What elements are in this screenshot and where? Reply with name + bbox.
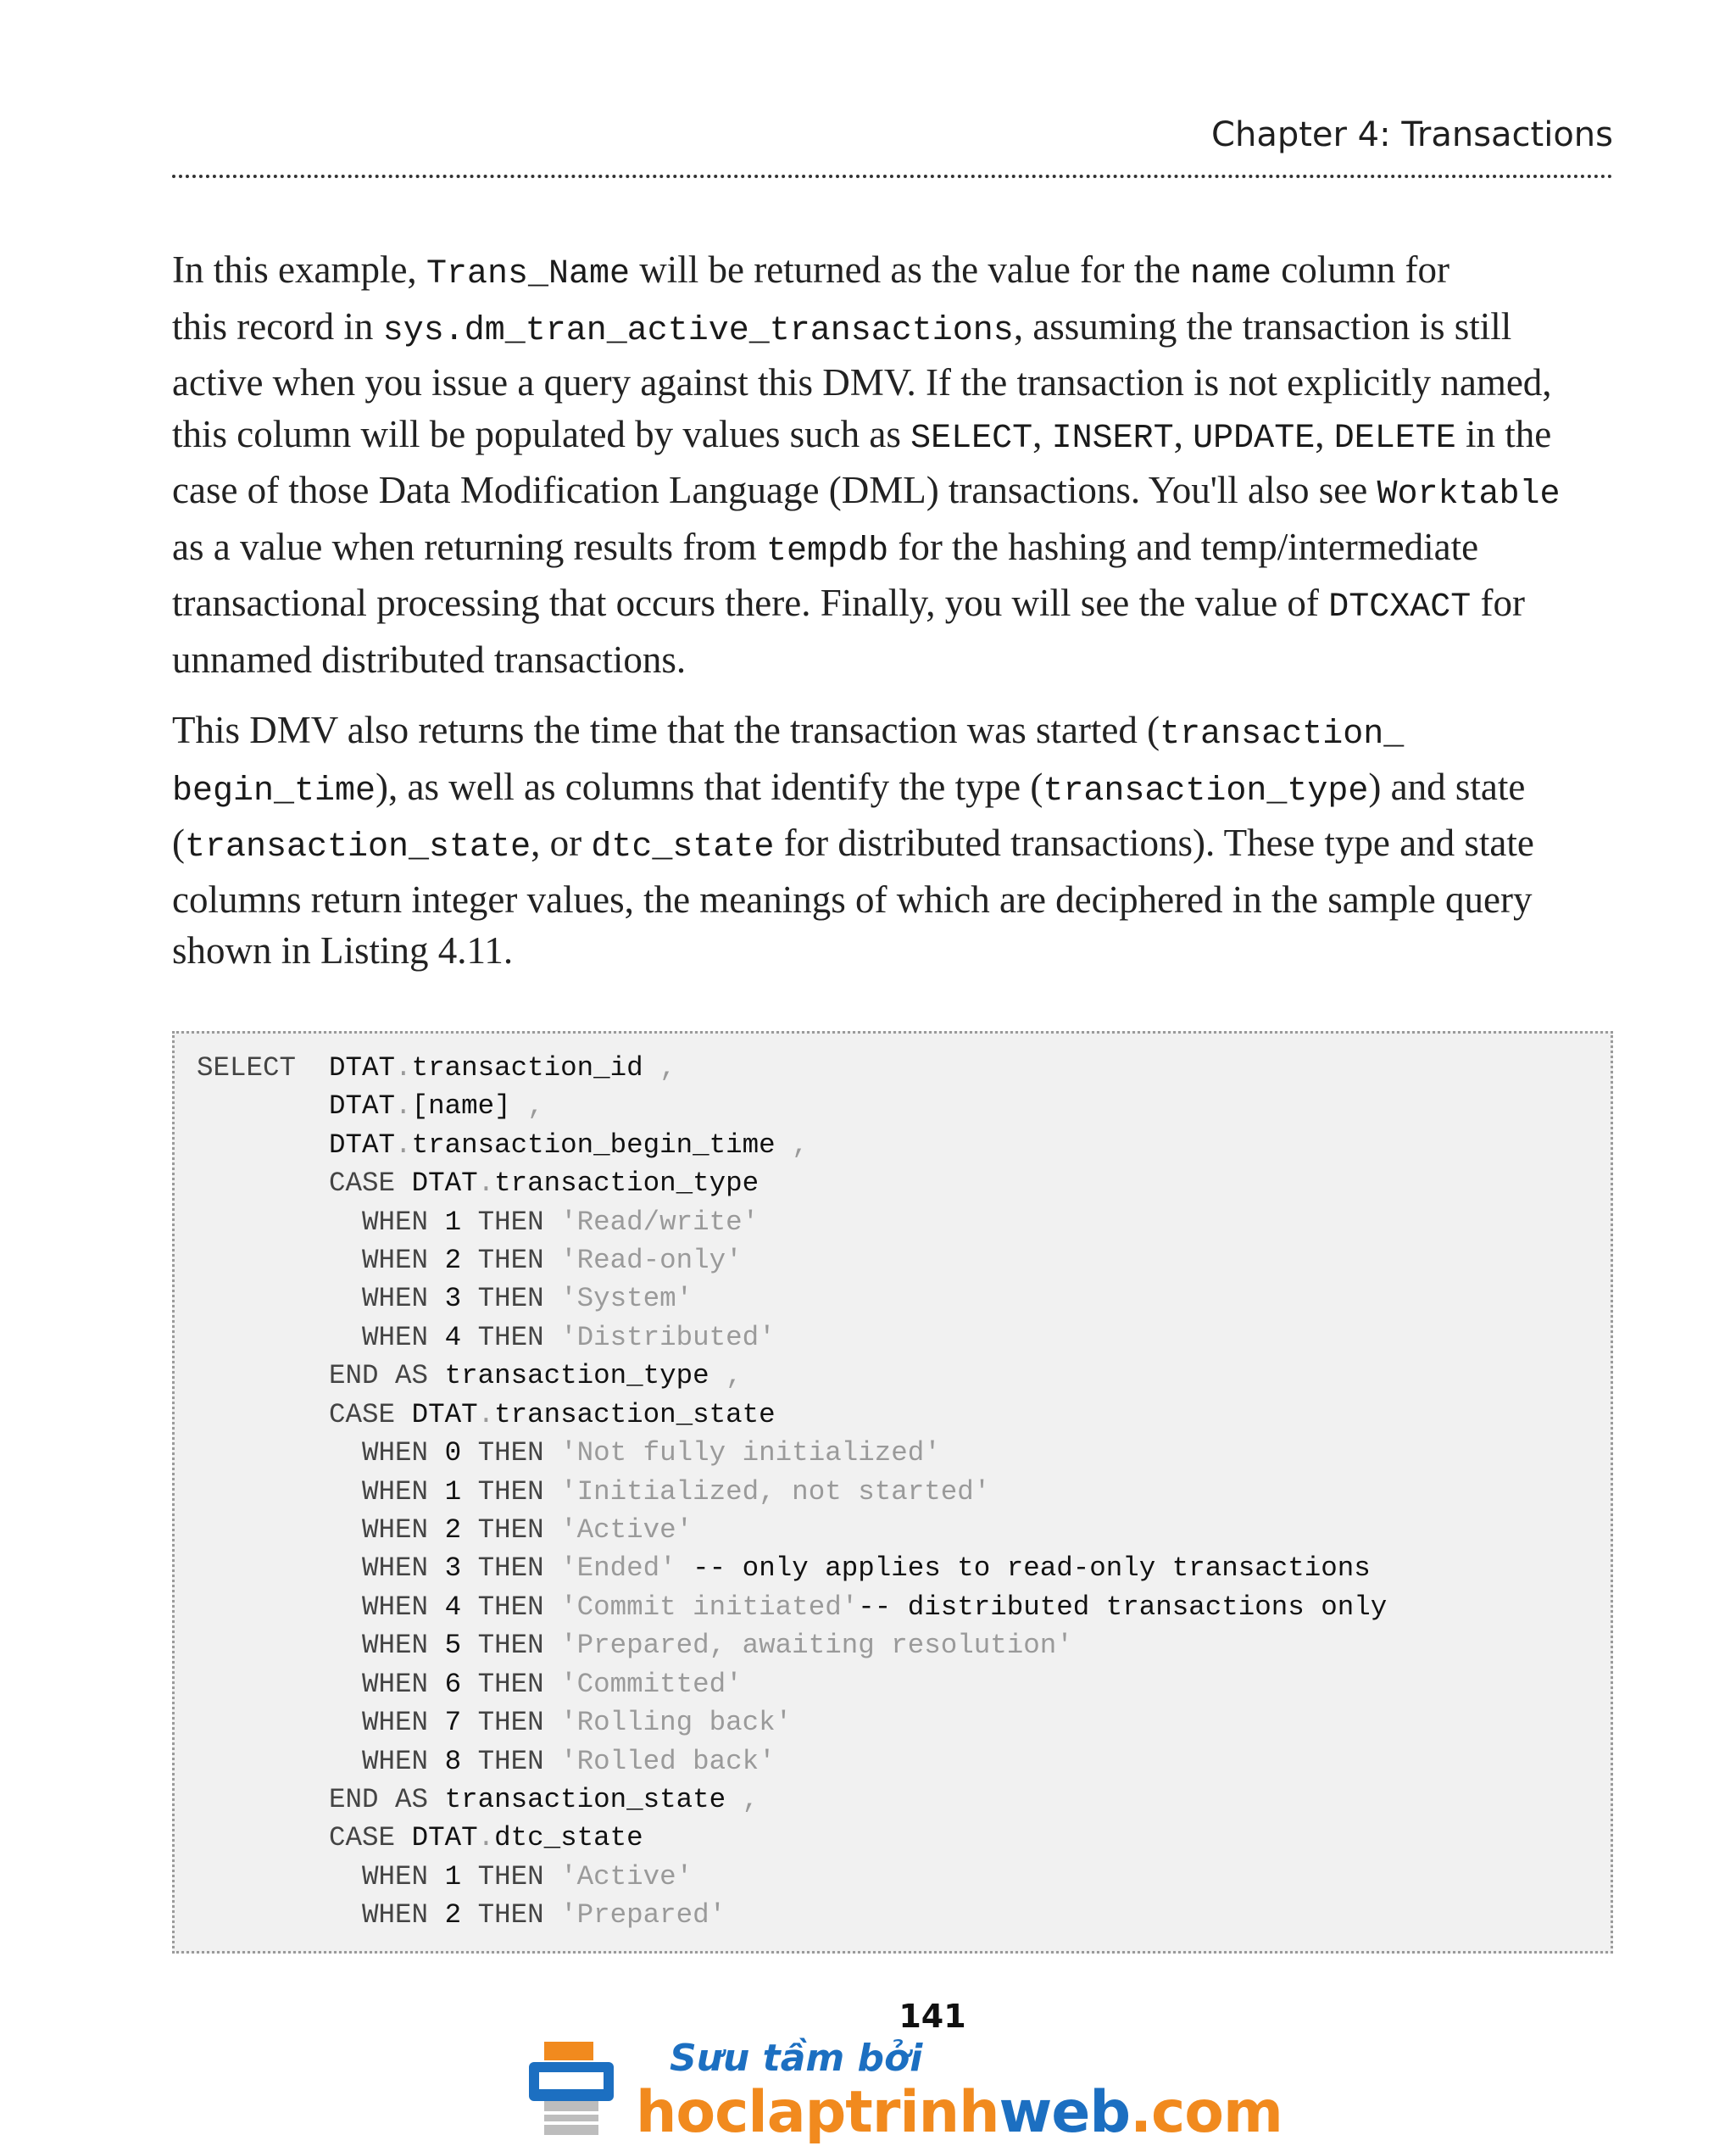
- code-line: WHEN 2 THEN 'Active': [362, 1514, 693, 1546]
- paragraph-1: [172, 244, 1630, 685]
- printer-icon: [526, 2038, 627, 2142]
- paragraph-2: [172, 705, 1630, 977]
- code-line: END AS transaction_type ,: [329, 1360, 743, 1391]
- code-line: WHEN 8 THEN 'Rolled back': [362, 1746, 776, 1777]
- para2-line: columns return integer values, the meanings of which are deciphered in the sample query: [172, 878, 1533, 921]
- chapter-header: Chapter 4: Transactions: [1211, 115, 1613, 154]
- para2-line: shown in Listing 4.11.: [172, 929, 514, 972]
- watermark-line1: Sưu tầm bởi: [670, 2037, 923, 2080]
- para1-line: active when you issue a query against this DMV. If the transaction is not explicitly named,: [172, 361, 1552, 404]
- code-line: CASE DTAT.dtc_state: [329, 1822, 643, 1853]
- code-line: WHEN 1 THEN 'Active': [362, 1861, 693, 1892]
- para2-line: begin_time), as well as columns that identify the type (transaction_type) and state: [172, 765, 1526, 811]
- para1-line: this column will be populated by values such as SELECT, INSERT, UPDATE, DELETE in the: [172, 412, 1552, 458]
- code-line: CASE DTAT.transaction_type: [329, 1168, 760, 1199]
- code-line: CASE DTAT.transaction_state: [329, 1399, 776, 1430]
- para1-line: unnamed distributed transactions.: [172, 638, 687, 681]
- code-line: WHEN 2 THEN 'Read-only': [362, 1245, 743, 1276]
- para2-line: This DMV also returns the time that the transaction was started (transaction_: [172, 709, 1405, 754]
- code-line: WHEN 1 THEN 'Initialized, not started': [362, 1476, 991, 1508]
- watermark-logo: [526, 2037, 1283, 2146]
- code-listing: [172, 1031, 1613, 1954]
- code-line: SELECT DTAT.transaction_id ,: [197, 1052, 676, 1084]
- code-line: WHEN 3 THEN 'Ended' -- only applies to read-only transactions: [362, 1552, 1371, 1584]
- para1-line: as a value when returning results from tempdb for the hashing and temp/intermediate: [172, 525, 1479, 571]
- header-rule: [172, 175, 1613, 178]
- code-line: WHEN 5 THEN 'Prepared, awaiting resolution': [362, 1630, 1073, 1661]
- code-line: WHEN 3 THEN 'System': [362, 1283, 693, 1314]
- code-line: WHEN 6 THEN 'Committed': [362, 1669, 743, 1700]
- para1-line: In this example, Trans_Name will be returned as the value for the name column for: [172, 248, 1449, 293]
- code-line: DTAT.transaction_begin_time ,: [329, 1129, 809, 1161]
- para1-line: transactional processing that occurs there. Finally, you will see the value of DTCXACT for: [172, 582, 1525, 627]
- code-line: WHEN 7 THEN 'Rolling back': [362, 1707, 793, 1738]
- para2-line: (transaction_state, or dtc_state for distributed transactions). These type and state: [172, 822, 1534, 867]
- code-line: WHEN 1 THEN 'Read/write': [362, 1207, 760, 1238]
- code-line: DTAT.[name] ,: [329, 1090, 544, 1122]
- page-number: 141: [899, 1998, 966, 2035]
- code-line: WHEN 4 THEN 'Commit initiated'-- distributed transactions only: [362, 1591, 1388, 1623]
- code-line: WHEN 0 THEN 'Not fully initialized': [362, 1437, 941, 1469]
- para1-line: case of those Data Modification Language (DML) transactions. You'll also see Worktable: [172, 469, 1561, 514]
- code-line: END AS transaction_state ,: [329, 1784, 760, 1815]
- watermark-line2: hoclaptrinhweb.com: [636, 2079, 1283, 2146]
- code-line: WHEN 2 THEN 'Prepared': [362, 1899, 726, 1931]
- para1-line: this record in sys.dm_tran_active_transactions, assuming the transaction is still: [172, 304, 1512, 350]
- code-line: WHEN 4 THEN 'Distributed': [362, 1322, 776, 1353]
